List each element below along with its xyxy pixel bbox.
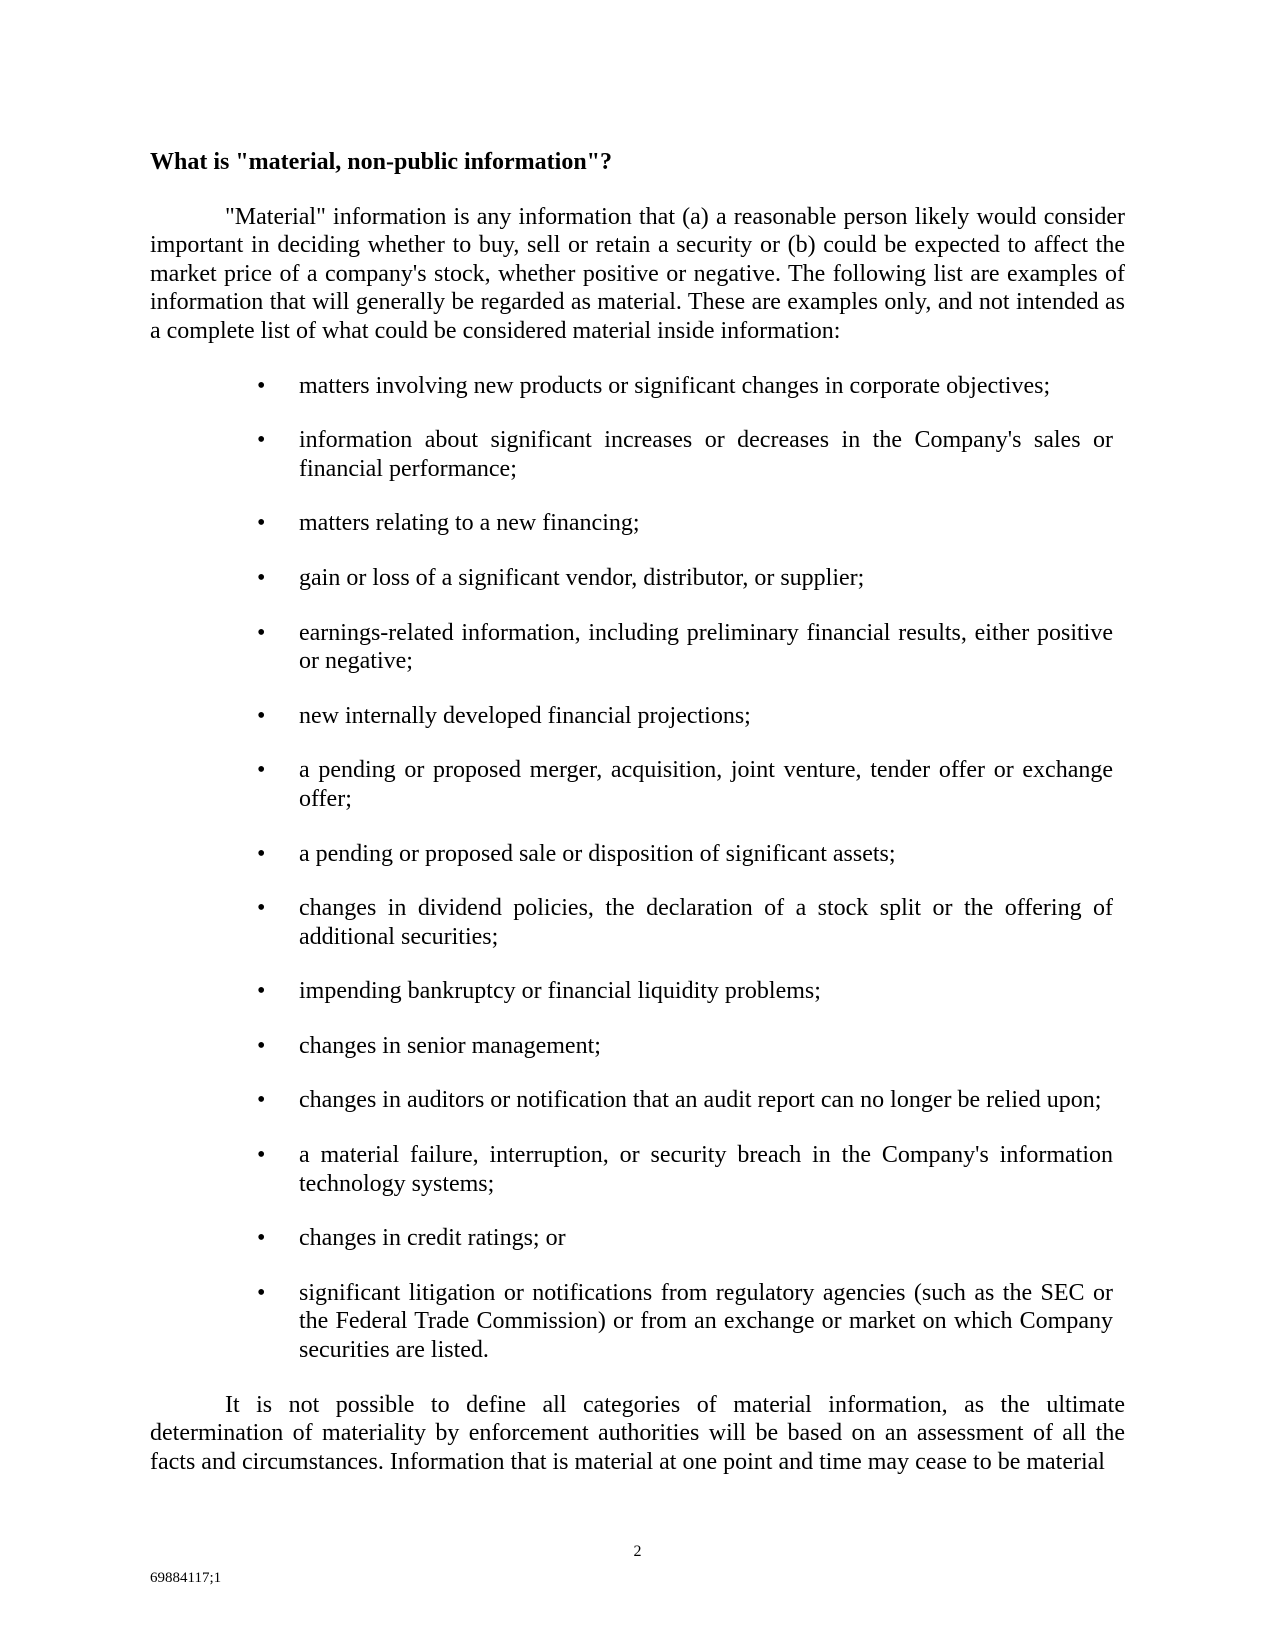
closing-paragraph: It is not possible to define all categories of material information, as the ultimate determination of materiality by enforcement authorities will be based on an assessment of all the facts and circumstances. Information that is material at one point and time may cease to be material	[150, 1391, 1125, 1475]
list-item	[150, 1086, 1125, 1115]
list-item	[150, 1141, 1125, 1198]
bullet-icon: •	[257, 1142, 266, 1169]
list-item	[150, 564, 1125, 593]
list-item-text: a pending or proposed merger, acquisition, joint venture, tender offer or exchange offer;	[299, 757, 1113, 812]
list-item	[150, 509, 1125, 538]
list-item	[150, 1224, 1125, 1253]
bullet-icon: •	[257, 840, 266, 867]
bullet-icon: •	[257, 427, 266, 454]
list-item-text: changes in auditors or notification that an audit report can no longer be relied upon;	[299, 1087, 1102, 1114]
list-item	[150, 426, 1125, 483]
page-number: 2	[633, 1543, 642, 1560]
bullet-icon: •	[257, 757, 266, 784]
bullet-icon: •	[257, 564, 266, 591]
bullet-icon: •	[257, 1087, 266, 1114]
bullet-icon: •	[257, 1225, 266, 1252]
list-item-text: impending bankruptcy or financial liquidity problems;	[299, 978, 821, 1005]
list-item	[150, 977, 1125, 1006]
list-item-text: matters relating to a new financing;	[299, 510, 640, 537]
bullet-icon: •	[257, 510, 266, 537]
list-item	[150, 756, 1125, 813]
list-item	[150, 619, 1125, 676]
bullet-icon: •	[257, 702, 266, 729]
bullet-icon: •	[257, 372, 266, 399]
list-item-text: a material failure, interruption, or security breach in the Company's information technology systems;	[299, 1142, 1113, 1197]
bullet-icon: •	[257, 978, 266, 1005]
list-item	[150, 840, 1125, 869]
list-item-text: gain or loss of a significant vendor, distributor, or supplier;	[299, 564, 865, 591]
list-item-text: changes in senior management;	[299, 1032, 601, 1059]
list-item-text: matters involving new products or significant changes in corporate objectives;	[299, 372, 1051, 399]
list-item-text: changes in credit ratings; or	[299, 1225, 566, 1252]
list-item	[150, 1032, 1125, 1061]
document-body	[150, 148, 1125, 1476]
list-item-text: information about significant increases or decreases in the Company's sales or financial performance;	[299, 427, 1113, 482]
bullet-icon: •	[257, 895, 266, 922]
list-item	[150, 894, 1125, 951]
bullet-icon: •	[257, 1032, 266, 1059]
list-item-text: significant litigation or notifications from regulatory agencies (such as the SEC or the Federal Trade Commission) or from an exchange or market on which Company securities are listed.	[299, 1279, 1113, 1364]
section-heading: What is "material, non-public information"?	[150, 149, 612, 175]
list-item	[150, 1279, 1125, 1365]
list-item	[150, 702, 1125, 731]
bullet-icon: •	[257, 619, 266, 646]
intro-paragraph: "Material" information is any information that (a) a reasonable person likely would consider important in deciding whether to buy, sell or retain a security or (b) could be expected to affect the market price of a company's stock, whether positive or negative. The following list are examples of information that will generally be regarded as material. These are examples only, and not intended as a complete list of what could be considered material inside information:	[150, 203, 1125, 344]
list-item-text: earnings-related information, including preliminary financial results, either positive or negative;	[299, 619, 1113, 675]
list-item-text: changes in dividend policies, the declaration of a stock split or the offering of additional securities;	[299, 895, 1113, 950]
list-item-text: a pending or proposed sale or disposition of significant assets;	[299, 840, 896, 867]
material-info-list	[150, 372, 1125, 1365]
list-item-text: new internally developed financial projections;	[299, 702, 751, 729]
list-item	[150, 372, 1125, 401]
bullet-icon: •	[257, 1279, 266, 1306]
document-id: 69884117;1	[150, 1570, 222, 1586]
